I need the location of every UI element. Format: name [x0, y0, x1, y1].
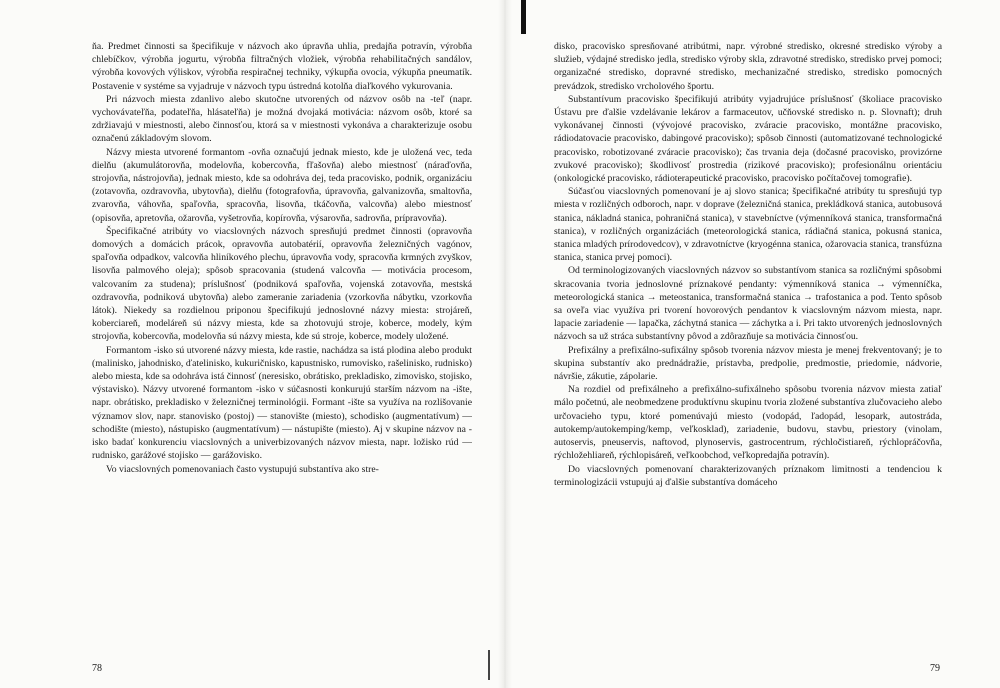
paragraph: Formantom -isko sú utvorené názvy miesta, kde rastie, nachádza sa istá plodina alebo produkt (malinisko, jahodnisko, ďatelinisko, kukuričnisko, kapustnisko, rumovisko, rašelinisko, rudnisko) alebo miesta, kde sa odohráva istá činnosť (neresisko, obrátisko, prekladisko, zimovisko, stojisko, výstavisko). Názvy utvorené formantom -isko v súčasnosti konkurujú starším názvom na -ište, napr. obrátisko, prekladisko v železničnej terminológii. Formant -ište sa využíva na rozlišovanie významov slov, napr. stanovisko (postoj) — stanovište (miesto), schodisko (augmentatívum) — schodište (miesto), nástupisko (augmentatívum) — nástupište (miesto). Aj v skupine názvov na -isko badať konkurenciu viacslovných a univerbizovaných názvov miesta, napr. ložisko rúd — rudnisko, garážové stojisko — garážovisko.: [92, 344, 472, 462]
page-number-left: 78: [92, 663, 102, 674]
paragraph: Súčasťou viacslovných pomenovaní je aj slovo stanica; špecifikačné atribúty tu spresňujú typ miesta v rozličných odboroch, napr. v doprave (železničná stanica, prekládková stanica, autobusová stanica, nákladná stanica, pohraničná stanica), v stavebníctve (výmenníková stanica, transformačná stanica), v rozličných organizáciách (meteorologická stanica, rádiačná stanica, pokusná stanica, stanica mladých prírodovedcov), v zdravotníctve (kryogénna stanica, ožarovacia stanica, transfúzna stanica, stanica prvej pomoci).: [554, 186, 942, 264]
paragraph: Na rozdiel od prefixálneho a prefixálno-sufixálneho spôsobu tvorenia názvov miesta zatiaľ málo početnú, ale neobmedzene produktívnu skupinu tvoria zložené substantíva zlučovacieho alebo určovacieho typu, ktoré pomenúvajú miesto (vodopád, ľadopád, lesopark, autostráda, autokemp/autokemping/kemp, veľkosklad), zariadenie, budovu, stavbu, priestory (vinolam, autoservis, pneuservis, naftovod, plynoservis, gastrocentrum, rýchločistiareň, rýchlopráčovňa, rýchložehliareň, rýchlopisáreň, veľkoobchod, veľkopredajňa potravín).: [554, 384, 942, 462]
paragraph: Prefixálny a prefixálno-sufixálny spôsob tvorenia názvov miesta je menej frekventovaný; je to skupina substantív ako prednádražie, prístavba, predpolie, predmostie, priedomie, nádvorie, návršie, zákutie, zápolarie.: [554, 344, 942, 383]
paragraph: Špecifikačné atribúty vo viacslovných názvoch spresňujú predmet činnosti (opravovňa domových a domácich prácok, opravovňa autobatérií, opravovňa železničných vagónov, spaľovňa odpadkov, valcovňa hliníkového plechu, úpravovňa vody, spracovňa krmných zvyškov, lisovňa palmového oleja); spôsob spracovania (studená valcovňa — motivácia procesom, valcovaním za studena); príslušnosť (podniková spaľovňa, vojenská zotavovňa, mestská ozdravovňa, podniková ubytovňa) alebo zameranie zariadenia (vzorkovňa nábytku, vzorkovňa látok). Niekedy sa rozdielnou priponou špecifikujú jednoslovné názvy miesta: strojáreň, koberciareň, modeláreň sú názvy miesta, kde sa zhotovujú stroje, koberce, modely, kým strojovňa, kobercovňa, modelovňa sú názvy miesta, kde sú stroje, koberce, modely uložené.: [92, 225, 472, 343]
left-page-text: [92, 40, 472, 476]
page-number-right: 79: [930, 663, 940, 674]
paragraph: Pri názvoch miesta zdanlivo alebo skutočne utvorených od názvov osôb na -teľ (napr. vychovávateľňa, podateľňa, hlásateľňa) je možná dvojaká motivácia: názvom osôb, ktoré sa zdržiavajú v miestnosti, alebo činnosťou, ktorá sa v miestnosti vykonáva a charakterizuje osobu označenú základovým slovom.: [92, 93, 472, 145]
paragraph: Do viacslovných pomenovaní charakterizovaných príznakom limitnosti a tendenciou k terminologizácii vstupujú aj ďalšie substantíva domáceho: [554, 463, 942, 488]
paragraph: Názvy miesta utvorené formantom -ovňa označujú jednak miesto, kde je uložená vec, teda dielňu (akumulátorovňa, modelovňa, kobercovňa, fľašovňa) alebo miestnosť (náraďovňa, strojovňa, nástrojovňa), jednak miesto, kde sa odohráva dej, teda pracovisko, podnik, organizáciu (zotavovňa, ozdravovňa, ubytovňa), dielňu (fotografovňa, úpravovňa, galvanizovňa, smaltovňa, zvarovňa, váhovňa, spaľovňa, spracovňa, lisovňa, tkáčovňa, valcovňa) alebo miestnosť (opisovňa, apretovňa, ožarovňa, vyšetrovňa, kopírovňa, výsarovňa, sadrovňa, prípravovňa).: [92, 146, 472, 224]
paragraph: Substantívum pracovisko špecifikujú atribúty vyjadrujúce príslušnosť (školiace pracovisko Ústavu pre ďalšie vzdelávanie lekárov a farmaceutov, učňovské stredisko n. p. Slovnaft); druh vykonávanej činnosti (vývojové pracovisko, zváracie pracovisko, montážne pracovisko, rádiodatovacie pracovisko, dabingové pracovisko); spôsob činnosti (automatizované technologické pracovisko, robotizované zváracie pracovisko); čas trvania deja (dočasné pracovisko, provizórne zvukové pracovisko); škodlivosť prostredia (rizikové pracovisko); profesionálnu orientáciu (onkologické pracovisko, rádioterapeutické pracovisko, pracovisko počítačovej tomografie).: [554, 93, 942, 185]
right-page-text: [554, 40, 942, 489]
paragraph: disko, pracovisko spresňované atribútmi, napr. výrobné stredisko, okresné stredisko výroby a služieb, výdajné stredisko jedla, stredisko výroby skla, zdravotné stredisko, stredisko prvej pomoci; organizačné stredisko, dopravné stredisko, mechanizačné stredisko, stredisko pomocných prevádzok, stredisko vrcholového športu.: [554, 41, 942, 92]
paragraph: Od terminologizovaných viacslovných názvov so substantívom stanica sa rozličnými spôsobmi skracovania tvoria jednoslovné príznakové pendanty: výmenníková stanica → výmenníčka, meteorologická stanica → meteostanica, transformačná stanica → trafostanica a pod. Tento spôsob sa oveľa viac využíva pri tvorení hovorových pendantov k viacslovným názvom miesta, napr. lapacie zariadenie — lapačka, záchytná stanica — záchytka a i. Pri takto utvorených jednoslovných názvoch sa už stráca substantívny pôvod a zdôrazňuje sa motivácia činnosťou.: [554, 265, 942, 343]
paragraph: Vo viacslovných pomenovaniach často vystupujú substantíva ako stre-: [106, 463, 379, 475]
paragraph: ňa. Predmet činnosti sa špecifikuje v názvoch ako úpravňa uhlia, predajňa potravín, výrobňa chlebíčkov, výrobňa jogurtu, výrobňa filtračných vložiek, výrobňa rehabilitačných sandálov, výrobňa kovových výliskov, výrobňa respiračnej techniky, výkupňa ovocia, výkupňa pneumatík. Postavenie v systéme sa vyjadruje v názvoch typu ústredná kotolňa diaľkového vykurovania.: [92, 41, 472, 92]
right-page: [510, 0, 1000, 688]
